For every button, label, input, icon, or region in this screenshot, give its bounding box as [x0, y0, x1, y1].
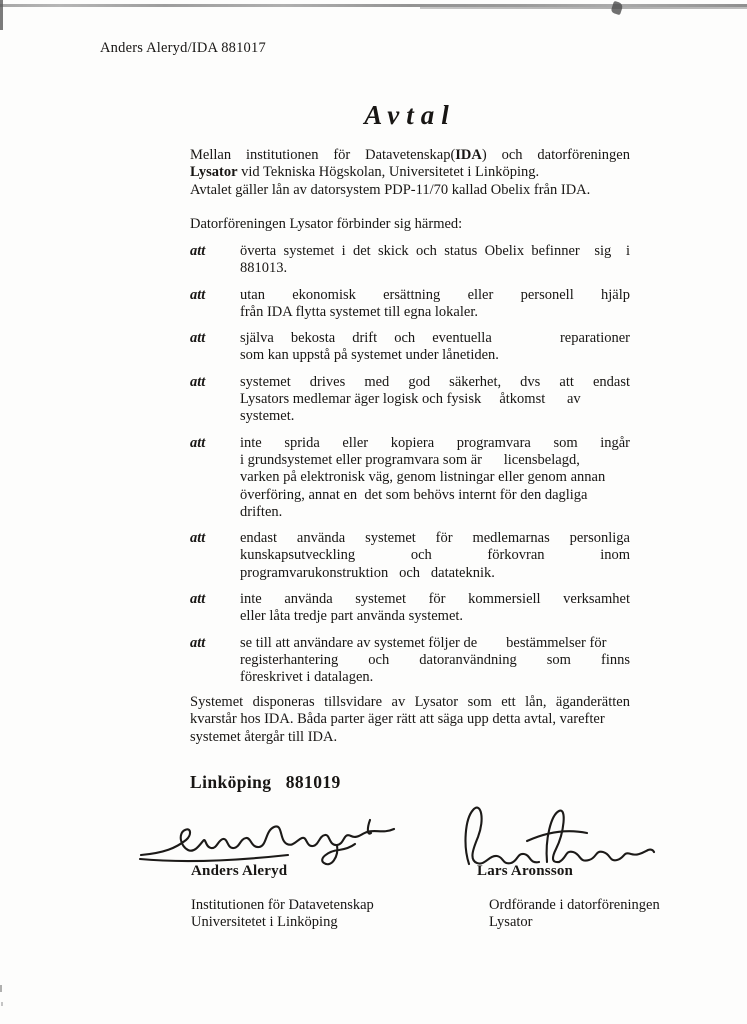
att-clause-text: se till att användare av systemet följer de bestämmelser för registerhantering och datoranvändning som finns föreskrivet i datalagen. — [240, 634, 630, 686]
att-clause-text: inte sprida eller kopiera programvara som ingår i grundsystemet eller programvara som är licensbelagd, varken på elektronisk väg, genom listningar eller genom annan överföring, annat en det som behövs internt för den dagliga driften. — [240, 434, 630, 520]
att-clause-text: utan ekonomisk ersättning eller personell hjälp från IDA flytta systemet till egna lokaler. — [240, 286, 630, 320]
att-label: att — [190, 373, 206, 390]
att-label: att — [190, 286, 206, 303]
att-label: att — [190, 634, 206, 651]
att-clause-text: själva bekosta drift och eventuella reparationer som kan uppstå på systemet under lånetiden. — [240, 330, 630, 364]
intro-paragraph: Mellan institutionen för Datavetenskap(IDA) och datorföreningen Lysator vid Tekniska Högskolan, Universitetet i Linköping. Avtalet gäller lån av datorsystem PDP-11/70 kallad Obelix från IDA. — [190, 147, 630, 198]
att-label: att — [190, 434, 206, 451]
signature-lars-aronsson-image — [456, 804, 656, 870]
att-clause-3 — [190, 330, 630, 365]
scan-artifact-top-line-2 — [420, 7, 747, 9]
scan-artifact-left-dot-2 — [1, 1002, 3, 1006]
scan-artifact-left-mark — [0, 0, 3, 30]
closing-paragraph: Systemet disponeras tillsvidare av Lysator som ett lån, äganderätten kvarstår hos IDA. Båda parter äger rätt att säga upp detta avtal, varefter systemet återgår till IDA. — [190, 694, 630, 745]
place-date-line: Linköping 881019 — [190, 772, 341, 792]
att-clause-text: överta systemet i det skick och status Obelix befinner sig i 881013. — [240, 243, 630, 277]
att-label: att — [190, 591, 206, 608]
commitment-line — [190, 216, 630, 233]
att-label: att — [190, 243, 206, 259]
att-clause-text: endast använda systemet för medlemarnas personliga kunskapsutveckling och förkovran inom programvarukonstruktion och datateknik. — [240, 530, 630, 581]
att-clause-6 — [190, 530, 630, 582]
att-clause-1 — [190, 243, 630, 278]
signer-name-left: Anders Aleryd — [191, 863, 288, 879]
att-label: att — [190, 530, 206, 547]
att-clause-8 — [190, 635, 630, 687]
scan-artifact-blob — [610, 1, 623, 16]
att-label: att — [190, 330, 206, 347]
signer-name-right: Lars Aronsson — [477, 863, 574, 879]
commitment-line-text: Datorföreningen Lysator förbinder sig härmed: — [190, 216, 463, 232]
signer-org-right: Ordförande i datorföreningen Lysator — [489, 897, 660, 931]
att-clause-7 — [190, 591, 630, 626]
att-clause-5 — [190, 435, 630, 521]
scan-artifact-left-dot — [0, 985, 2, 992]
att-clause-text: systemet drives med god säkerhet, dvs att endast Lysators medlemar äger logisk och fysisk åtkomst av systemet. — [240, 373, 630, 425]
header-author-date: Anders Aleryd/IDA 881017 — [100, 40, 266, 56]
att-clause-2 — [190, 287, 630, 322]
clause-list — [190, 243, 630, 696]
att-clause-4 — [190, 374, 630, 426]
document-title: Avtal — [364, 100, 456, 130]
signer-org-left: Institutionen för Datavetenskap Universitetet i Linköping — [191, 897, 374, 931]
att-clause-text: inte använda systemet för kommersiell verksamhet eller låta tredje part använda systemet. — [240, 591, 630, 625]
